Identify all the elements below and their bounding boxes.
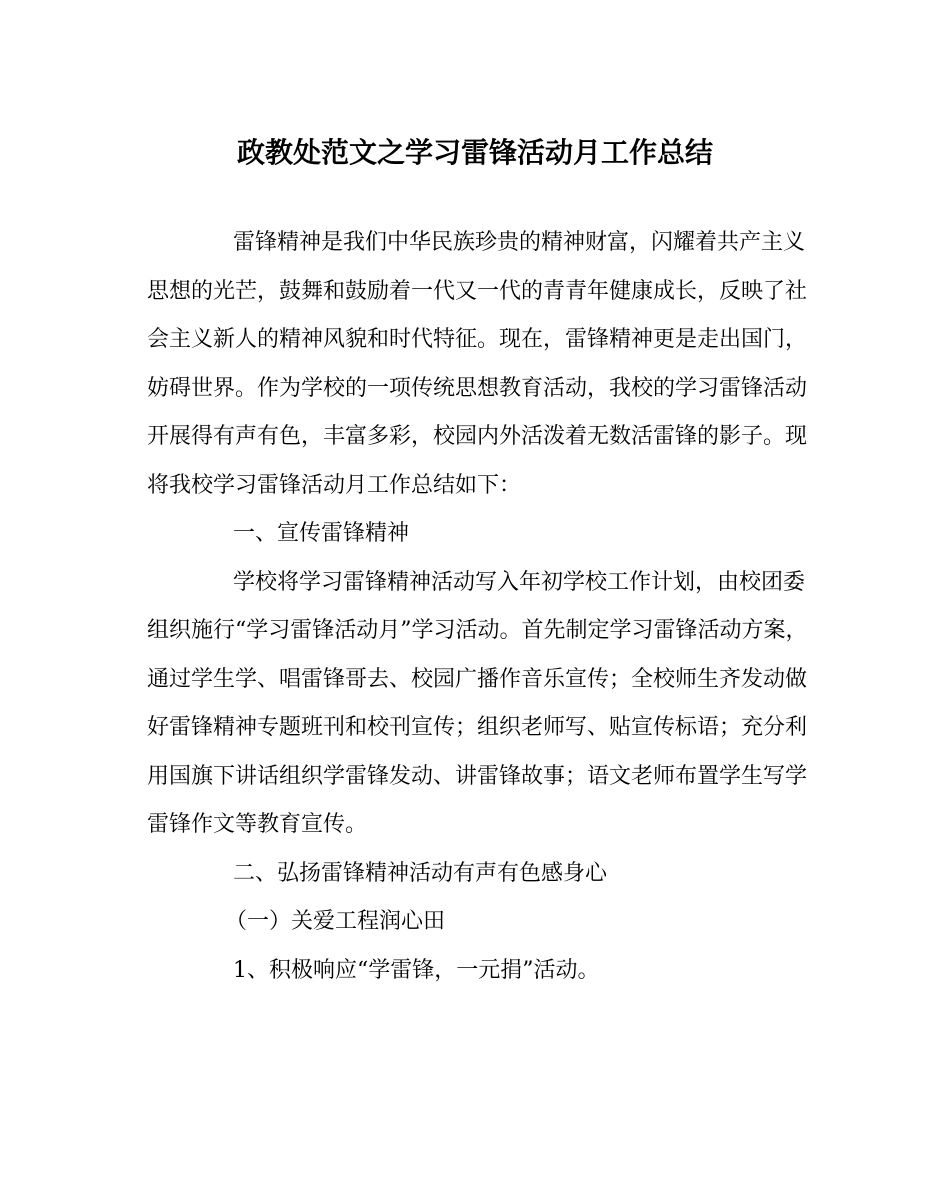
list-item: 1、积极响应“学雷锋，一元捐”活动。	[233, 957, 600, 983]
document-title: 政教处范文之学习雷锋活动月工作总结	[236, 136, 713, 169]
paragraph-line: 通过学生学、唱雷锋哥去、校园广播作音乐宣传；全校师生齐发动做	[147, 666, 808, 692]
document-body	[147, 219, 807, 995]
paragraph-line: 学校将学习雷锋精神活动写入年初学校工作计划，由校团委	[233, 569, 806, 595]
section-heading: 一、宣传雷锋精神	[233, 521, 410, 546]
paragraph-line: 组织施行“学习雷锋活动月”学习活动。首先制定学习雷锋活动方案，	[147, 618, 808, 643]
section-heading: 二、弘扬雷锋精神活动有声有色感身心	[233, 860, 608, 886]
paragraph-line: 雷锋作文等教育宣传。	[147, 812, 368, 837]
paragraph-line: 用国旗下讲话组织学雷锋发动、讲雷锋故事；语文老师布置学生写学	[147, 763, 808, 789]
paragraph-line: 妨碍世界。作为学校的一项传统思想教育活动，我校的学习雷锋活动	[147, 375, 808, 401]
paragraph-line: 开展得有声有色，丰富多彩，校园内外活泼着无数活雷锋的影子。现	[147, 424, 808, 449]
subsection-heading: （一）关爱工程润心田	[225, 909, 446, 934]
paragraph-line: 将我校学习雷锋活动月工作总结如下：	[147, 472, 522, 498]
paragraph-line: 会主义新人的精神风貌和时代特征。现在，雷锋精神更是走出国门，	[147, 327, 808, 352]
paragraph-line: 雷锋精神是我们中华民族珍贵的精神财富，闪耀着共产主义	[233, 230, 806, 255]
paragraph-line: 思想的光芒，鼓舞和鼓励着一代又一代的青青年健康成长，反映了社	[147, 278, 808, 304]
paragraph-line: 好雷锋精神专题班刊和校刊宣传；组织老师写、贴宣传标语；充分利	[147, 715, 808, 740]
